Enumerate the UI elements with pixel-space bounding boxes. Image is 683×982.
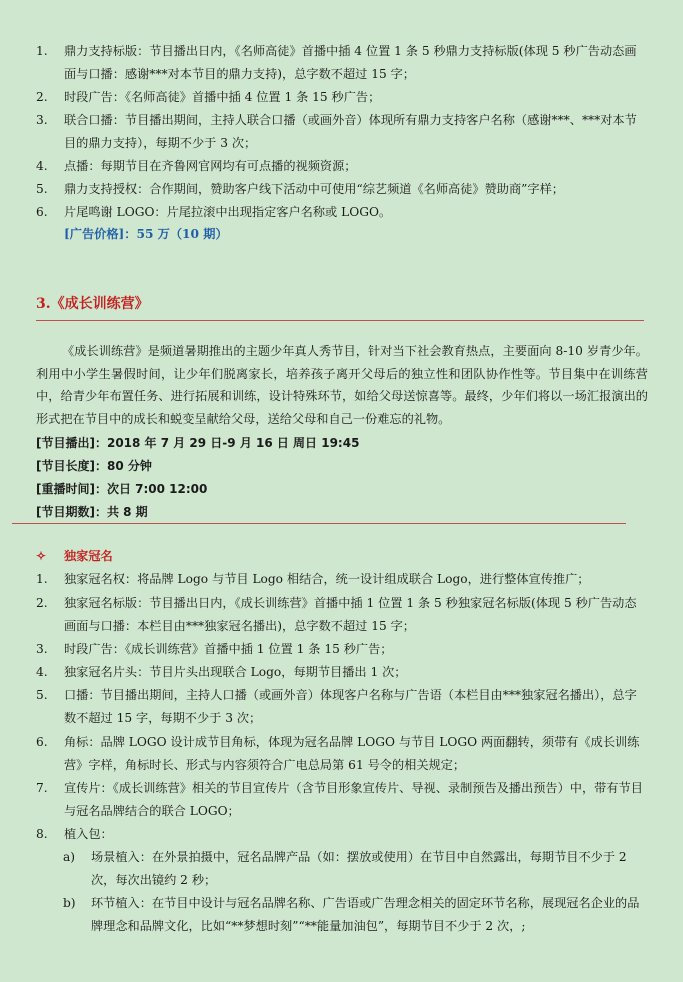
meta-rerun: [重播时间]：次日 7:00 12:00 bbox=[36, 482, 208, 496]
sub-list-item bbox=[63, 892, 646, 937]
meta-air-time: [节目播出]：2018 年 7 月 29 日-9 月 16 日 周日 19:45 bbox=[36, 436, 360, 450]
list-text: 口播：节目播出期间，主持人口播（或画外音）体现客户名称与广告语（本栏目由***独家冠名播出），总字数不超过 15 字，每期不少于 3 次； bbox=[64, 688, 637, 725]
list-text: 独家冠名标版：节目播出日内，《成长训练营》首播中插 1 位置 1 条 5 秒独家冠名标版(体现 5 秒广告动态画面与口播：本栏目由***独家冠名播出)，总字数不超过 15 字； bbox=[64, 596, 637, 633]
list-text: 联合口播：节目播出期间，主持人联合口播（或画外音）体现所有鼎力支持客户名称（感谢***、***对本节目的鼎力支持），每期不少于 3 次； bbox=[64, 113, 637, 150]
sub-list-text: 场景植入：在外景拍摄中，冠名品牌产品（如：摆放或使用）在节目中自然露出，每期节目不少于 2 次，每次出镜约 2 秒； bbox=[91, 850, 627, 887]
list-number: 1. bbox=[36, 44, 48, 58]
list-text: 角标：品牌 LOGO 设计成节目角标，体现为冠名品牌 LOGO 与节目 LOGO 两面翻转，须带有《成长训练营》字样，角标时长、形式与内容须符合广电总局第 61 号令的相关规定； bbox=[64, 735, 640, 772]
diamond-icon: ✧ bbox=[36, 549, 47, 563]
list-item bbox=[36, 638, 646, 661]
list-number: 1. bbox=[36, 572, 48, 586]
list-item bbox=[36, 661, 646, 684]
list-number: 4. bbox=[36, 159, 48, 173]
list-number: 4. bbox=[36, 665, 48, 679]
list-number: 3. bbox=[36, 642, 48, 656]
list-number: 2. bbox=[36, 90, 48, 104]
list-item bbox=[36, 40, 646, 85]
meta-length: [节目长度]：80 分钟 bbox=[36, 459, 152, 473]
sub-list-text: 环节植入：在节目中设计与冠名品牌名称、广告语或广告理念相关的固定环节名称，展现冠名企业的品牌理念和品牌文化，比如“**梦想时刻”“**能量加油包”，每期节目不少于 2 次，; bbox=[91, 896, 640, 933]
ad-price: [广告价格]：55 万（10 期） bbox=[64, 227, 228, 241]
list-text: 鼎力支持标版：节目播出日内，《名师高徒》首播中插 4 位置 1 条 5 秒鼎力支持标版(体现 5 秒广告动态画面与口播：感谢***对本节目的鼎力支持)，总字数不超过 15 字； bbox=[64, 44, 637, 81]
list-text: 独家冠名片头：节目片头出现联合 Logo，每期节目播出 1 次； bbox=[64, 665, 407, 679]
list-item bbox=[36, 731, 646, 776]
list-item bbox=[36, 777, 646, 822]
list-number: 5. bbox=[36, 182, 48, 196]
list-number: 7. bbox=[36, 781, 48, 795]
list-text: 独家冠名权：将品牌 Logo 与节目 Logo 相结合，统一设计组成联合 Logo，进行整体宣传推广； bbox=[64, 572, 590, 586]
list-item bbox=[36, 201, 646, 224]
list-number: 5. bbox=[36, 688, 48, 702]
list-item bbox=[36, 684, 646, 729]
list-number: 3. bbox=[36, 113, 48, 127]
sub-list-item bbox=[63, 846, 646, 891]
list-text: 时段广告：《成长训练营》首播中插 1 位置 1 条 15 秒广告； bbox=[64, 642, 393, 656]
list-number: 6. bbox=[36, 735, 48, 749]
list-item bbox=[36, 86, 646, 109]
list-text: 时段广告：《名师高徒》首播中插 4 位置 1 条 15 秒广告； bbox=[64, 90, 381, 104]
list-item bbox=[36, 568, 646, 591]
list-item bbox=[36, 155, 646, 178]
section-title: 3.《成长训练营》 bbox=[36, 296, 149, 312]
list-number: 8. bbox=[36, 827, 48, 841]
list-text: 点播：每期节目在齐鲁网官网均有可点播的视频资源； bbox=[64, 159, 357, 173]
section-intro: 《成长训练营》是频道暑期推出的主题少年真人秀节目，针对当下社会教育热点，主要面向 8-10 岁青少年。利用中小学生暑假时间，让少年们脱离家长，培养孩子离开父母后的独立性和团队协作性等。节目集中在训练营中，给青少年布置任务、进行拓展和训练，设计特殊环节，如给父母送惊喜等。最终，少年们将以一场汇报演出的形式把在节目中的成长和蜕变呈献给父母，送给父母和自己一份难忘的礼物。 bbox=[36, 344, 648, 426]
exclusive-heading bbox=[36, 545, 113, 568]
list-text: 鼎力支持授权：合作期间，赞助客户线下活动中可使用“综艺频道《名师高徒》赞助商”字样； bbox=[64, 182, 564, 196]
list-text: 植入包： bbox=[64, 827, 113, 841]
exclusive-title: 独家冠名 bbox=[64, 549, 113, 563]
list-item bbox=[36, 592, 646, 637]
list-number: 2. bbox=[36, 596, 48, 610]
list-item bbox=[36, 109, 646, 154]
sub-list-letter: b) bbox=[63, 896, 76, 910]
list-item bbox=[36, 823, 646, 846]
list-number: 6. bbox=[36, 205, 48, 219]
sub-list-letter: a) bbox=[63, 850, 76, 864]
section-divider bbox=[36, 320, 644, 321]
list-text: 宣传片：《成长训练营》相关的节目宣传片（含节目形象宣传片、导视、录制预告及播出预告）中，带有节目与冠名品牌结合的联合 LOGO； bbox=[64, 781, 643, 818]
meta-episodes: [节目期数]：共 8 期 bbox=[36, 505, 148, 519]
meta-divider bbox=[12, 523, 626, 524]
list-item bbox=[36, 178, 646, 201]
list-text: 片尾鸣谢 LOGO：片尾拉滚中出现指定客户名称或 LOGO。 bbox=[64, 205, 392, 219]
